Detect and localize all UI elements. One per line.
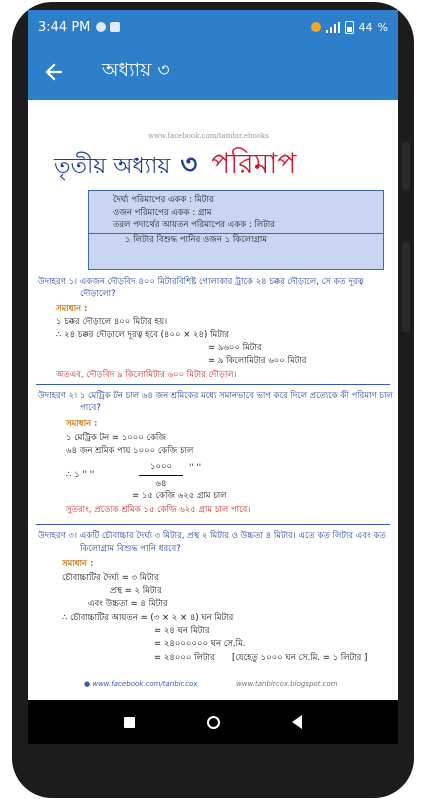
example-question: উদাহরণ ২। ১ মেট্রিক টন চাল ৬৪ জন শ্রমিকের মধ্যে সমানভাবে ভাগ করে দিলে প্রত্যেকে কী পরিমাণ চাল	[38, 391, 393, 401]
home-button[interactable]	[207, 716, 220, 729]
status-right	[311, 21, 388, 34]
chapter-content[interactable]	[28, 100, 398, 700]
messenger-icon	[96, 22, 106, 32]
status-time: 3:44 PM	[38, 19, 91, 35]
back-button[interactable]	[28, 44, 80, 100]
solution-line: = ১৫ কেজি ৬২৫ গ্রাম চাল	[132, 491, 227, 501]
solution-line: ১ মেট্রিক টন = ১০০০ কেজি	[66, 433, 166, 443]
arrow-back-icon	[44, 62, 64, 82]
message-icon	[110, 22, 120, 32]
info-line: ওজন পরিমাপের একক : গ্রাম	[113, 207, 212, 218]
signal-icon	[326, 22, 340, 33]
user-icon: ●	[84, 680, 91, 688]
example-question: কিলোগ্রাম বিশুদ্ধ পানি ধরবে?	[80, 544, 181, 554]
divider	[36, 524, 390, 525]
chapter-title: অধ্যায় ৩	[102, 59, 170, 81]
heading-main: তৃতীয় অধ্যায়	[54, 154, 171, 179]
solution-line: এবং উচ্চতা = ৪ মিটার	[88, 599, 168, 609]
navigation-bar	[28, 700, 398, 744]
example-question: উদাহরণ ১। একজন দৌড়বিদ ৪০০ মিটারবিশিষ্ট গোলাকার ট্রাকে ২৪ চক্কর দৌড়ালে, সে কত দূরত্ব	[38, 277, 364, 287]
chapter-heading	[54, 142, 296, 189]
battery-level: 44	[358, 20, 373, 34]
facebook-link-text: www.facebook.com/tanbir.cox	[92, 680, 198, 688]
nav-back-button[interactable]	[292, 715, 302, 729]
app-bar	[28, 44, 398, 100]
battery-icon	[345, 21, 354, 34]
solution-line: ১ চক্কর দৌড়ালে ৪০০ মিটার হয়।	[56, 317, 168, 327]
blog-link-text: www.tanbircox.blogspot.com	[236, 680, 338, 688]
heading-number: ৩	[180, 150, 198, 180]
solution-line: চৌবাচ্চাটির দৈর্ঘ্য = ৩ মিটার	[62, 573, 159, 583]
info-line: তরল পদার্থের আয়তন পরিমাপের একক : লিটার	[113, 220, 275, 230]
battery-unit: %	[377, 20, 388, 34]
status-bar	[28, 10, 398, 44]
solution-line: = ৯৬০০ মিটার	[208, 343, 262, 353]
solution-label: সমাধান :	[66, 419, 98, 429]
divider	[36, 384, 390, 385]
recents-button[interactable]	[124, 717, 135, 728]
fraction-numerator: ১০০০	[139, 460, 183, 476]
heading-topic: পরিমাপ	[211, 147, 297, 180]
solution-line: ∴ ২৪ চক্কর দৌড়ালে দূরত্ব হবে (৪০০ × ২৪) মিটার	[56, 330, 230, 340]
blog-link[interactable]	[236, 680, 338, 688]
solution-label: সমাধান :	[56, 304, 88, 314]
volume-button	[402, 142, 410, 190]
answer-line: সুতরাং, প্রত্যেক শ্রমিক ১৫ কেজি ৬২৫ গ্রাম চাল পাবে।	[66, 505, 251, 515]
screen	[28, 10, 398, 744]
units-info-box	[88, 190, 384, 270]
info-line: দৈর্ঘ্য পরিমাপের একক : মিটার	[113, 195, 214, 205]
notification-icons	[96, 22, 120, 32]
answer-line: অতএব, দৌড়বিদ ৯ কিলোমিটার ৬০০ মিটার দৌড়াল।	[56, 370, 237, 380]
solution-line: = ২৪ ঘন মিটার	[154, 626, 210, 636]
example-question: পাবে?	[80, 403, 101, 413]
solution-line: ৬৪ জন শ্রমিক পায় ১০০০ কেজি চাল	[66, 446, 194, 456]
solution-line: = ২৪০০০ লিটার	[154, 653, 215, 663]
solution-line: = ৯ কিলোমিটার ৬০০ মিটার	[208, 356, 307, 366]
book-page	[36, 104, 393, 700]
info-line: ১ লিটার বিশুদ্ধ পানির ওজন ১ কিলোগ্রাম	[89, 233, 383, 247]
example-question: উদাহরণ ৩। একটি চৌবাচ্চার দৈর্ঘ্য ৩ মিটার, প্রস্থ ২ মিটার ও উচ্চতা ৪ মিটার। এতে কত লিটার এবং কত	[38, 531, 386, 541]
notification-icon	[311, 22, 321, 32]
solution-note: [যেহেতু ১০০০ ঘন সে.মি. = ১ লিটার ]	[232, 653, 368, 663]
solution-line: প্রস্থ = ২ মিটার	[110, 586, 162, 596]
solution-line: = ২৪০০০০০০ ঘন সে.মি.	[154, 639, 246, 649]
solution-line: ∴ ১ '' ''	[66, 470, 95, 480]
power-button	[402, 242, 410, 332]
fraction	[139, 460, 183, 491]
solution-label: সমাধান :	[62, 559, 94, 569]
example-question: দৌড়ালো?	[80, 289, 116, 299]
fraction-denominator: ৬৪	[155, 479, 167, 489]
solution-line: ∴ চৌবাচ্চাটির আয়তন = (৩ × ২ × ৪) ঘন মিটার	[62, 613, 234, 623]
facebook-link[interactable]	[84, 680, 197, 688]
solution-line: '' ''	[189, 463, 202, 473]
watermark-text: www.facebook.com/tambir.ebooks	[148, 132, 269, 140]
